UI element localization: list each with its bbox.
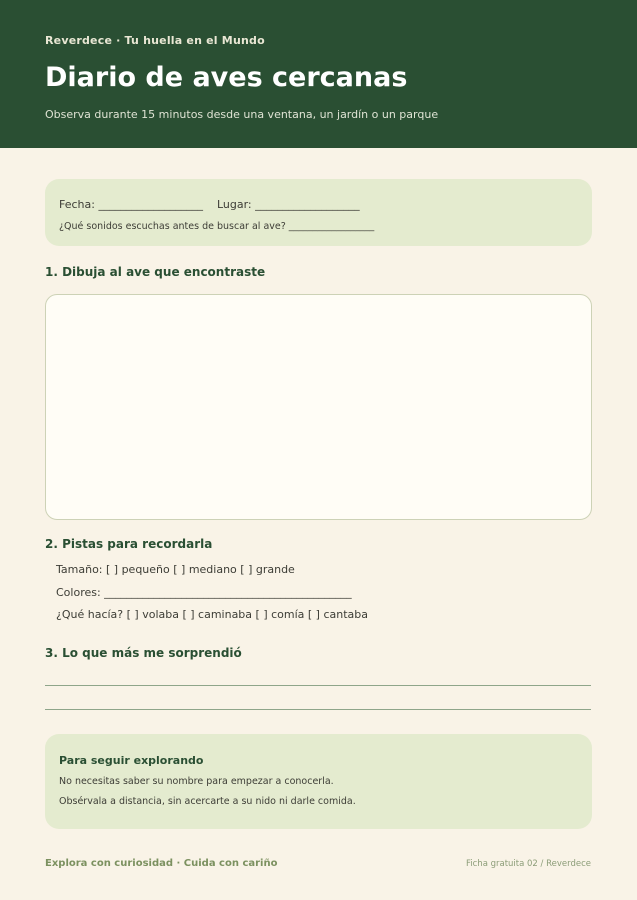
place-field[interactable]: Lugar: ___________________ xyxy=(216,198,360,211)
tips-title: Para seguir explorando xyxy=(59,754,204,767)
section-2-title: 2. Pistas para recordarla xyxy=(45,537,213,551)
footer-sheet-id: Ficha gratuita 02 / Reverdece xyxy=(466,859,591,869)
tip-line: Obsérvala a distancia, sin acercarte a su nido ni darle comida. xyxy=(59,796,356,807)
section-1-title: 1. Dibuja al ave que encontraste xyxy=(45,265,266,279)
tips-box xyxy=(45,734,592,829)
info-box xyxy=(45,179,592,246)
brand-tagline: Reverdece · Tu huella en el Mundo xyxy=(45,34,265,47)
tip-line: No necesitas saber su nombre para empezar a conocerla. xyxy=(59,776,334,787)
colors-field[interactable]: Colores: _____________________________________________ xyxy=(56,586,352,599)
sounds-field[interactable]: ¿Qué sonidos escuchas antes de buscar al ave? __________________ xyxy=(59,221,375,232)
info-row xyxy=(59,198,360,211)
drawing-area[interactable] xyxy=(45,294,592,520)
page-title: Diario de aves cercanas xyxy=(45,62,408,93)
date-field[interactable]: Fecha: ___________________ xyxy=(59,198,203,211)
section-3-title: 3. Lo que más me sorprendió xyxy=(45,646,242,660)
size-options[interactable]: Tamaño: [ ] pequeño [ ] mediano [ ] grande xyxy=(56,563,295,576)
footer-motto: Explora con curiosidad · Cuida con cariño xyxy=(45,858,278,869)
header-banner xyxy=(0,0,637,148)
activity-options[interactable]: ¿Qué hacía? [ ] volaba [ ] caminaba [ ] comía [ ] cantaba xyxy=(56,608,369,621)
writing-line[interactable] xyxy=(45,685,591,686)
writing-line[interactable] xyxy=(45,709,591,710)
page-subtitle: Observa durante 15 minutos desde una ventana, un jardín o un parque xyxy=(45,108,439,121)
